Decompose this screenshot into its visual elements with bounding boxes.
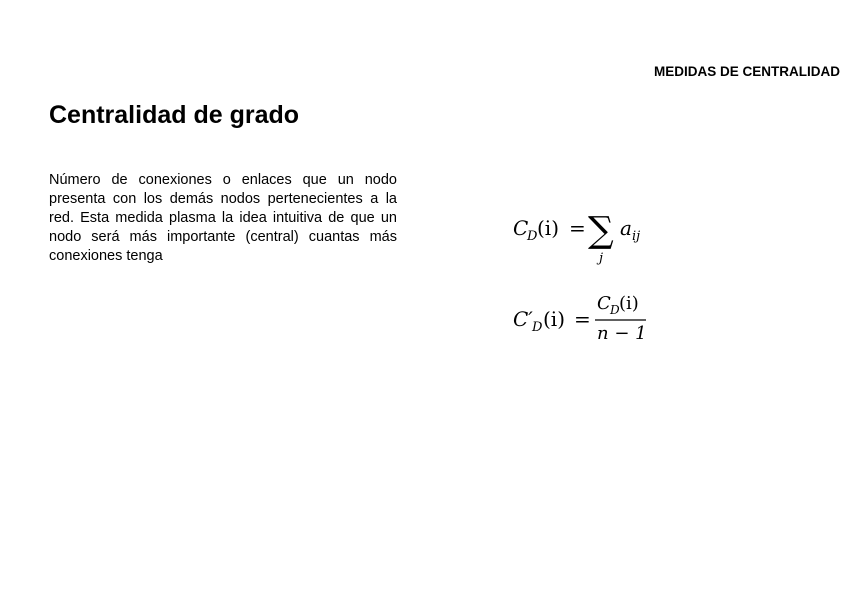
lhs-subscript: D <box>527 229 538 244</box>
lhs-subscript: D <box>532 320 543 335</box>
formula-degree-centrality-svg <box>513 198 673 268</box>
equals-sign: = <box>569 216 586 240</box>
term-subscript: ij <box>632 229 641 244</box>
denominator: n − 1 <box>597 323 647 344</box>
body-text: Número de conexiones o enlaces que un nodo presenta con los demás nodos pertenecientes a la red. Esta medida plasma la idea intuitiva de que un nodo será más importante (central) cuantas más conexiones tenga <box>49 172 397 264</box>
equals-sign: = <box>574 307 591 331</box>
slide-title: Centralidad de grado <box>49 101 300 129</box>
numerator-subscript: D <box>610 303 620 317</box>
formula-normalized-degree-centrality <box>513 288 673 348</box>
summation-subscript: j <box>599 251 604 266</box>
lhs-symbol: C <box>513 216 529 240</box>
formula-normalized-svg <box>513 288 673 348</box>
summation-operator: ∑ <box>588 210 614 251</box>
term-symbol: a <box>620 216 632 240</box>
lhs-arg: (i) <box>543 307 566 331</box>
lhs-symbol: C′ <box>513 307 533 331</box>
numerator-arg: (i) <box>619 293 639 314</box>
formula-degree-centrality <box>513 198 673 268</box>
lhs-arg: (i) <box>537 216 560 240</box>
numerator-symbol: C <box>597 293 611 314</box>
section-label: MEDIDAS DE CENTRALIDAD <box>653 64 840 79</box>
